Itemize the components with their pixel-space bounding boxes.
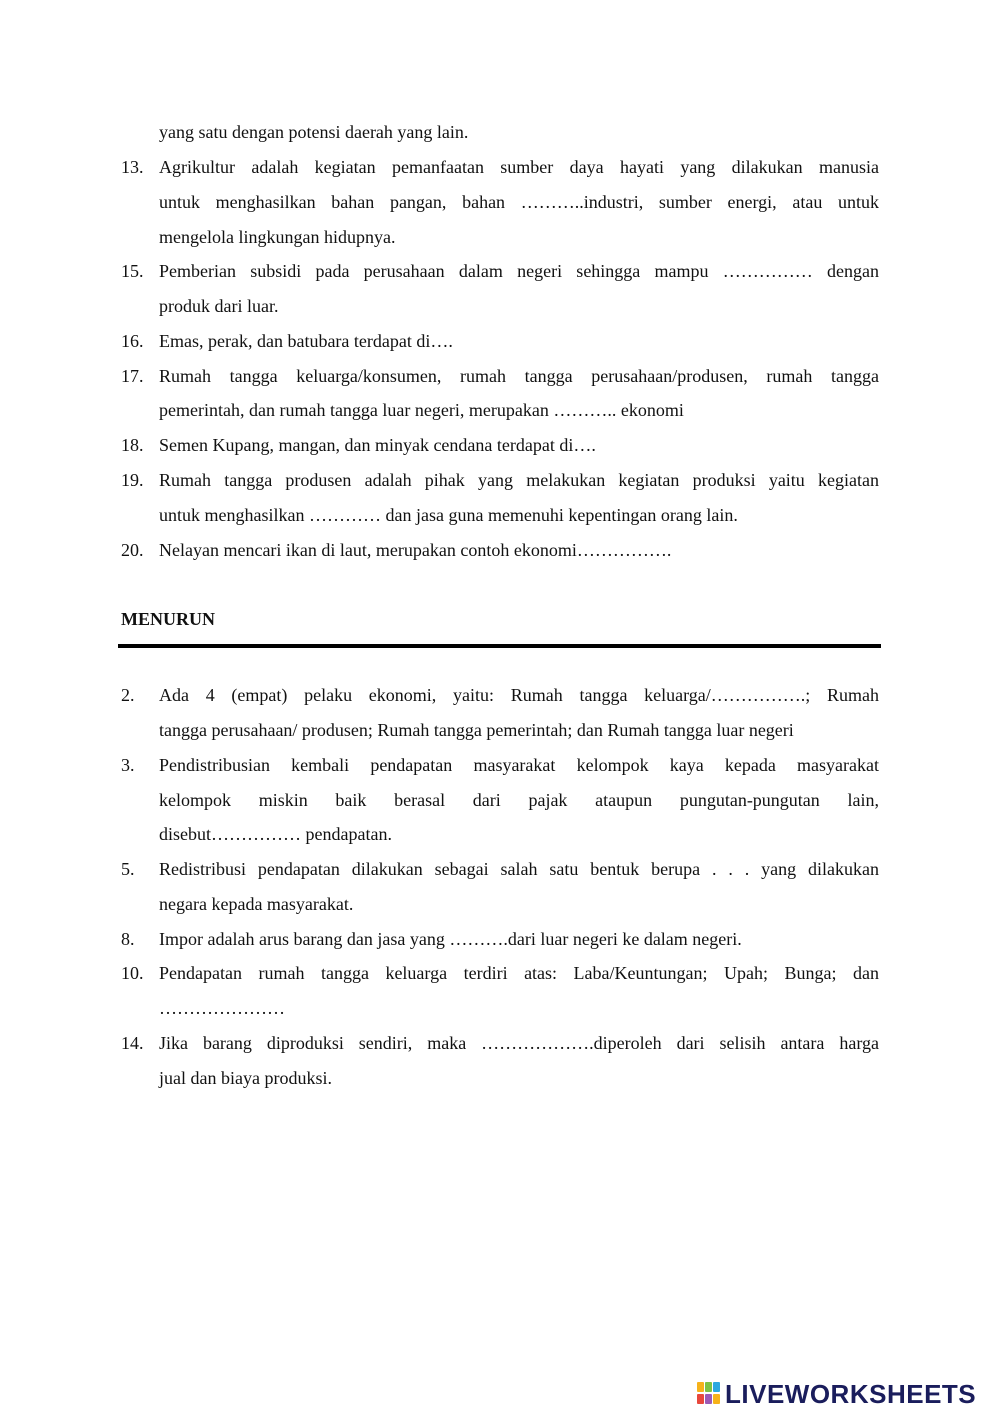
item-number-19: 19.	[121, 470, 144, 490]
item-number-18: 18.	[121, 435, 144, 455]
menurun-3-line-1: Pendistribusian kembali pendapatan masyarakat kelompok kaya kepada masyarakat	[159, 755, 879, 775]
item-19-line-2: untuk menghasilkan ………… dan jasa guna memenuhi kepentingan orang lain.	[159, 505, 738, 525]
menurun-number-3: 3.	[121, 755, 135, 775]
item-number-15: 15.	[121, 261, 144, 281]
item-19-line-1: Rumah tangga produsen adalah pihak yang melakukan kegiatan produksi yaitu kegiatan	[159, 470, 879, 490]
item-12-continuation: yang satu dengan potensi daerah yang lain.	[159, 122, 469, 142]
menurun-2-line-1: Ada 4 (empat) pelaku ekonomi, yaitu: Rumah tangga keluarga/…………….; Rumah	[159, 685, 879, 705]
item-13-line-1: Agrikultur adalah kegiatan pemanfaatan sumber daya hayati yang dilakukan manusia	[159, 157, 879, 177]
menurun-3-line-2: kelompok miskin baik berasal dari pajak ataupun pungutan-pungutan lain,	[159, 790, 879, 810]
menurun-5-line-1: Redistribusi pendapatan dilakukan sebagai salah satu bentuk berupa . . . yang dilakukan	[159, 859, 879, 879]
liveworksheets-mark-icon	[697, 1382, 723, 1406]
section-heading-menurun: MENURUN	[121, 609, 215, 629]
menurun-2-line-2: tangga perusahaan/ produsen; Rumah tangga pemerintah; dan Rumah tangga luar negeri	[159, 720, 794, 740]
menurun-14-line-1: Jika barang diproduksi sendiri, maka ……………….diperoleh dari selisih antara harga	[159, 1033, 879, 1053]
menurun-number-10: 10.	[121, 963, 144, 983]
item-15-line-2: produk dari luar.	[159, 296, 279, 316]
menurun-8-line-1: Impor adalah arus barang dan jasa yang ……….dari luar negeri ke dalam negeri.	[159, 929, 742, 949]
item-number-16: 16.	[121, 331, 144, 351]
menurun-14-line-2: jual dan biaya produksi.	[159, 1068, 332, 1088]
item-16-line-1: Emas, perak, dan batubara terdapat di….	[159, 331, 453, 351]
menurun-number-14: 14.	[121, 1033, 144, 1053]
menurun-number-5: 5.	[121, 859, 135, 879]
menurun-5-line-2: negara kepada masyarakat.	[159, 894, 354, 914]
menurun-10-line-2: …………………	[159, 998, 285, 1018]
item-number-17: 17.	[121, 366, 144, 386]
menurun-3-line-3: disebut…………… pendapatan.	[159, 824, 392, 844]
item-17-line-1: Rumah tangga keluarga/konsumen, rumah tangga perusahaan/produsen, rumah tangga	[159, 366, 879, 386]
menurun-10-line-1: Pendapatan rumah tangga keluarga terdiri atas: Laba/Keuntungan; Upah; Bunga; dan	[159, 963, 879, 983]
section-divider	[118, 644, 881, 648]
item-18-line-1: Semen Kupang, mangan, dan minyak cendana terdapat di….	[159, 435, 596, 455]
item-15-line-1: Pemberian subsidi pada perusahaan dalam negeri sehingga mampu …………… dengan	[159, 261, 879, 281]
liveworksheets-logo-text: LIVEWORKSHEETS	[725, 1378, 977, 1409]
item-number-20: 20.	[121, 540, 144, 560]
item-number-13: 13.	[121, 157, 144, 177]
item-17-line-2: pemerintah, dan rumah tangga luar negeri, merupakan ……….. ekonomi	[159, 400, 684, 420]
menurun-number-8: 8.	[121, 929, 135, 949]
liveworksheets-logo[interactable]	[697, 1380, 976, 1408]
item-13-line-2: untuk menghasilkan bahan pangan, bahan ………..industri, sumber energi, atau untuk	[159, 192, 879, 212]
item-13-line-3: mengelola lingkungan hidupnya.	[159, 227, 396, 247]
menurun-number-2: 2.	[121, 685, 135, 705]
item-20-line-1: Nelayan mencari ikan di laut, merupakan contoh ekonomi…………….	[159, 540, 672, 560]
